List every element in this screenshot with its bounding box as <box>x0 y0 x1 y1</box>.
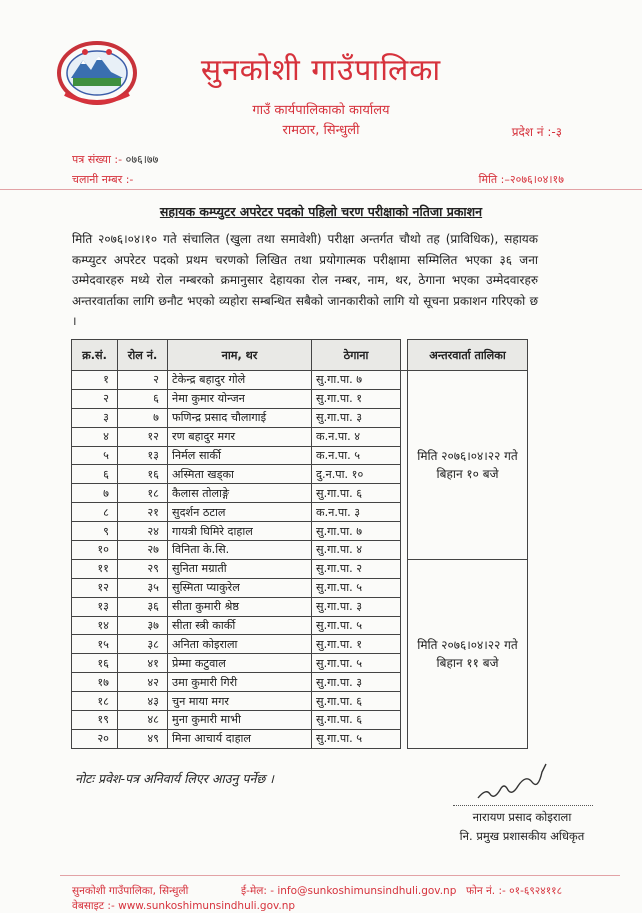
cell-name: प्रेम्मा कटुवाल <box>168 654 312 673</box>
footer-phone: फोन नं. :- ०१-६९२४११८ <box>466 885 563 897</box>
cell-name: मिना आचार्य दाहाल <box>168 729 312 748</box>
cell-roll: २४ <box>118 522 168 541</box>
signatory-title: नि. प्रमुख प्रशासकीय अधिकृत <box>459 829 585 843</box>
cell-gap <box>401 616 408 635</box>
cell-name: निर्मल सार्की <box>168 446 312 465</box>
subject-heading <box>0 203 642 220</box>
footer-divider <box>60 875 620 876</box>
municipality-name: सुनकोशी गाउँपालिका <box>200 53 442 88</box>
footer-website: वेबसाइट :- www.sunkoshimunsindhuli.gov.np <box>72 900 296 912</box>
cell-serial: १० <box>72 541 118 560</box>
cell-address: सु.गा.पा. १ <box>312 635 401 654</box>
cell-address: दु.न.पा. १० <box>312 465 401 484</box>
cell-serial: ६ <box>72 465 118 484</box>
cell-roll: २७ <box>118 541 168 560</box>
cell-gap <box>401 484 408 503</box>
cell-serial: १९ <box>72 711 118 730</box>
cell-serial: २ <box>72 389 118 408</box>
cell-roll: २ <box>118 371 168 390</box>
cell-roll: १८ <box>118 484 168 503</box>
cell-name: सुनिता मग्राती <box>168 559 312 578</box>
interview-schedule-group-1: मिति २०७६।०४।२२ गते बिहान १० बजे <box>408 371 528 560</box>
cell-name: टेकेन्द्र बहादुर गोले <box>168 371 312 390</box>
cell-serial: १३ <box>72 597 118 616</box>
cell-serial: ३ <box>72 408 118 427</box>
cell-name: रण बहादुर मगर <box>168 427 312 446</box>
reference-number <box>72 152 158 167</box>
cell-address: सु.गा.पा. ५ <box>312 729 401 748</box>
signature-line <box>453 799 593 806</box>
interview-schedule-group-2: मिति २०७६।०४।२२ गते बिहान ११ बजे <box>408 559 528 748</box>
col-name: नाम, थर <box>168 340 312 371</box>
cell-gap <box>401 541 408 560</box>
col-serial: क्र.सं. <box>72 340 118 371</box>
cell-gap <box>401 654 408 673</box>
cell-address: सु.गा.पा. ५ <box>312 654 401 673</box>
cell-address: क.न.पा. ४ <box>312 427 401 446</box>
cell-gap <box>401 635 408 654</box>
cell-address: सु.गा.पा. ३ <box>312 408 401 427</box>
cell-address: सु.गा.पा. ७ <box>312 522 401 541</box>
cell-roll: ४३ <box>118 692 168 711</box>
cell-serial: १५ <box>72 635 118 654</box>
cell-address: सु.गा.पा. ३ <box>312 673 401 692</box>
cell-name: कैलास तोलाङ्गे <box>168 484 312 503</box>
cell-roll: १२ <box>118 427 168 446</box>
cell-serial: १४ <box>72 616 118 635</box>
cell-gap <box>401 673 408 692</box>
cell-gap <box>401 578 408 597</box>
cell-address: क.न.पा. ५ <box>312 446 401 465</box>
dispatch-number-label: चलानी नम्बर :- <box>72 173 134 186</box>
cell-name: मुना कुमारी माभी <box>168 711 312 730</box>
cell-serial: १७ <box>72 673 118 692</box>
table-header-row <box>72 340 528 371</box>
notice-body: मिति २०७६।०४।१० गते संचालित (खुला तथा समावेशी) परीक्षा अन्तर्गत चौथो तह (प्राविधिक), सहायक कम्प्युटर अपरेटर पदको प्रथम चरणको लिखित तथा प्रयोगात्मक परीक्षामा सम्मिलित भएका ३६ जना उम्मेदवारहरु मध्ये रोल नम्बरको क्रमानुसार देहायका रोल नम्बर, नाम, थर, ठेगाना भएका उम्मेदवारहरु अन्तरवार्ताका लागि छनौट भएको व्यहोरा सम्बन्धित सबैको जानकारीको लागि यो सूचना प्रकाशन गरिएको छ । <box>72 232 538 328</box>
note-text: नोटः प्रवेश-पत्र अनिवार्य लिएर आउनु पर्नेछ । <box>75 771 274 786</box>
office-name: गाउँ कार्यपालिकाको कार्यालय <box>252 103 390 118</box>
cell-gap <box>401 522 408 541</box>
cell-name: सीता स्त्री कार्की <box>168 616 312 635</box>
cell-name: फणिन्द्र प्रसाद चौलागाई <box>168 408 312 427</box>
cell-name: सुदर्शन ठटाल <box>168 503 312 522</box>
cell-name: सुस्मिता प्याकुरेल <box>168 578 312 597</box>
letter-date: मिति :–२०७६।०४।१७ <box>478 173 564 186</box>
col-interview-schedule: अन्तरवार्ता तालिका <box>408 340 528 371</box>
cell-address: क.न.पा. ३ <box>312 503 401 522</box>
cell-gap <box>401 692 408 711</box>
cell-serial: ११ <box>72 559 118 578</box>
cell-gap <box>401 729 408 748</box>
cell-roll: १३ <box>118 446 168 465</box>
table-body <box>72 371 528 749</box>
cell-address: सु.गा.पा. ४ <box>312 541 401 560</box>
cell-roll: १६ <box>118 465 168 484</box>
cell-name: गायत्री घिमिरे दाहाल <box>168 522 312 541</box>
cell-address: सु.गा.पा. ६ <box>312 484 401 503</box>
cell-address: सु.गा.पा. ५ <box>312 578 401 597</box>
cell-serial: ५ <box>72 446 118 465</box>
office-address: रामठार, सिन्धुली <box>282 123 360 138</box>
cell-serial: ८ <box>72 503 118 522</box>
col-gap <box>401 340 408 371</box>
reference-label: पत्र संख्या :- <box>72 153 123 166</box>
cell-serial: ७ <box>72 484 118 503</box>
cell-gap <box>401 711 408 730</box>
cell-gap <box>401 503 408 522</box>
cell-roll: ४१ <box>118 654 168 673</box>
cell-serial: १६ <box>72 654 118 673</box>
cell-roll: २९ <box>118 559 168 578</box>
cell-gap <box>401 389 408 408</box>
col-address: ठेगाना <box>312 340 401 371</box>
cell-roll: २१ <box>118 503 168 522</box>
cell-roll: ३६ <box>118 597 168 616</box>
cell-name: अस्मिता खड्का <box>168 465 312 484</box>
cell-name: अनिता कोइराला <box>168 635 312 654</box>
cell-roll: ३८ <box>118 635 168 654</box>
table-row <box>72 371 528 390</box>
cell-gap <box>401 408 408 427</box>
table-row <box>72 559 528 578</box>
cell-address: सु.गा.पा. १ <box>312 389 401 408</box>
cell-name: उमा कुमारी गिरी <box>168 673 312 692</box>
cell-name: विनिता के.सि. <box>168 541 312 560</box>
cell-roll: ४२ <box>118 673 168 692</box>
subject-text: सहायक कम्प्युटर अपरेटर पदको पहिलो चरण परीक्षाको नतिजा प्रकाशन <box>159 204 483 219</box>
cell-address: सु.गा.पा. २ <box>312 559 401 578</box>
cell-name: नेमा कुमार योन्जन <box>168 389 312 408</box>
cell-gap <box>401 427 408 446</box>
cell-address: सु.गा.पा. ३ <box>312 597 401 616</box>
cell-serial: ९ <box>72 522 118 541</box>
cell-gap <box>401 559 408 578</box>
cell-address: सु.गा.पा. ५ <box>312 616 401 635</box>
cell-address: सु.गा.पा. ७ <box>312 371 401 390</box>
header-divider <box>0 189 642 190</box>
cell-serial: २० <box>72 729 118 748</box>
cell-roll: ३७ <box>118 616 168 635</box>
cell-name: सीता कुमारी श्रेष्ठ <box>168 597 312 616</box>
cell-address: सु.गा.पा. ६ <box>312 711 401 730</box>
cell-gap <box>401 371 408 390</box>
cell-serial: १ <box>72 371 118 390</box>
cell-serial: १८ <box>72 692 118 711</box>
cell-roll: ४८ <box>118 711 168 730</box>
cell-roll: ६ <box>118 389 168 408</box>
col-roll: रोल नं. <box>118 340 168 371</box>
cell-address: सु.गा.पा. ६ <box>312 692 401 711</box>
results-table <box>71 339 528 749</box>
footer-email: ई-मेल: - info@sunkoshimunsindhuli.gov.np <box>241 885 457 897</box>
cell-gap <box>401 465 408 484</box>
cell-name: चुन माया मगर <box>168 692 312 711</box>
cell-gap <box>401 597 408 616</box>
cell-roll: ७ <box>118 408 168 427</box>
cell-serial: ४ <box>72 427 118 446</box>
cell-serial: १२ <box>72 578 118 597</box>
province-number: प्रदेश नं :-३ <box>511 125 562 139</box>
signatory-name: नारायण प्रसाद कोइराला <box>472 810 572 824</box>
cell-roll: ३५ <box>118 578 168 597</box>
footer-org: सुनकोशी गाउँपालिका, सिन्धुली <box>72 885 189 897</box>
cell-roll: ४९ <box>118 729 168 748</box>
signature <box>468 760 558 804</box>
cell-gap <box>401 446 408 465</box>
reference-value: ०७६।७७ <box>125 153 159 166</box>
